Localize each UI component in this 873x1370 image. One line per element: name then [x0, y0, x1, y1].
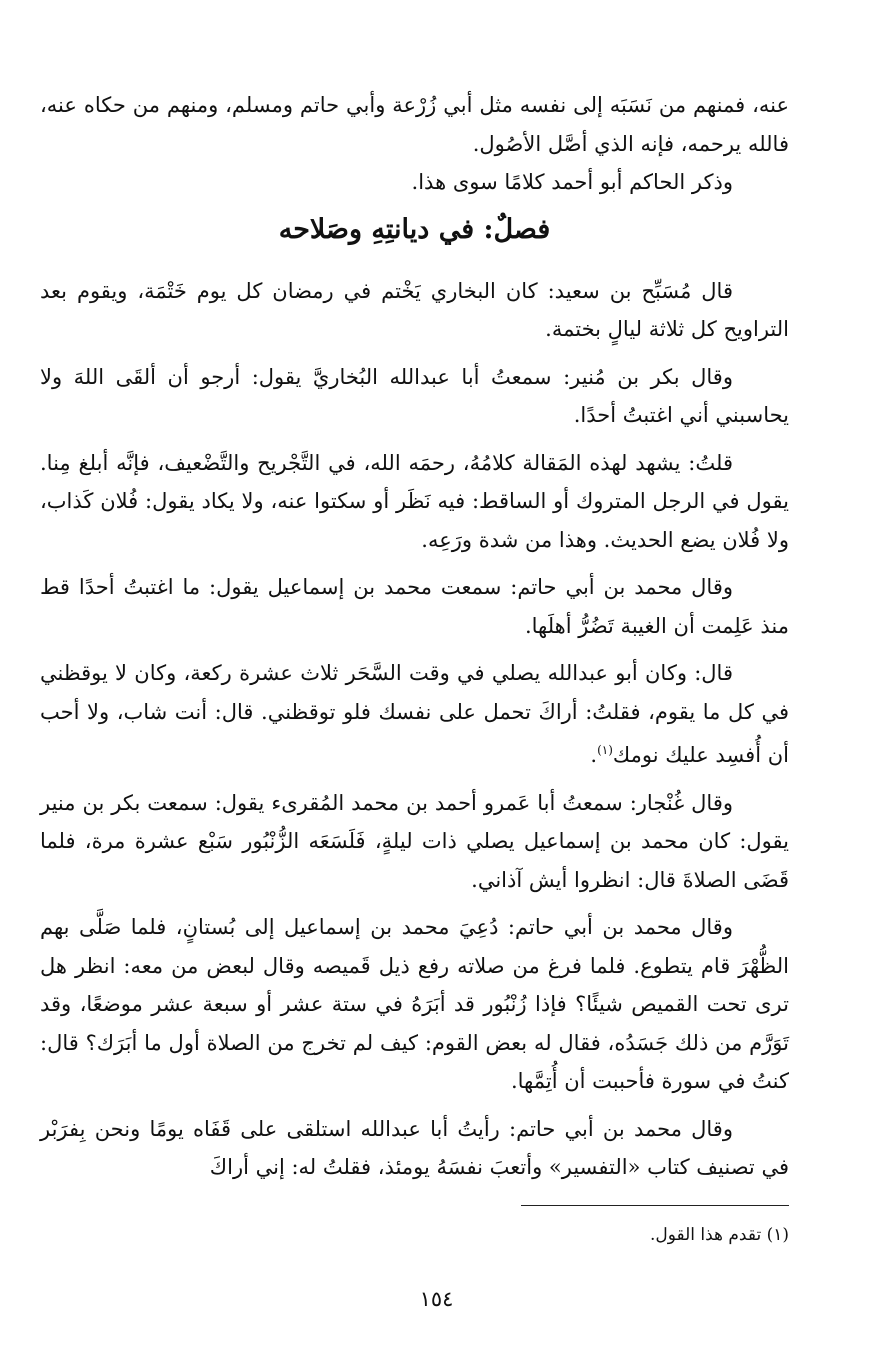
paragraph: وقال غُنْجار: سمعتُ أبا عَمرو أحمد بن محمد المُقرىء يقول: سمعت بكر بن منير يقول: كان محمد بن إسماعيل يصلي ذات ليلةٍ، فَلَسَعَه الزُّنْبُور سَبْع عشرة مرة، فلما قَضَى الصلاةَ قال: انظروا أيش آذاني.: [40, 790, 789, 892]
paragraph: وقال محمد بن أبي حاتم: سمعت محمد بن إسماعيل يقول: ما اغتبتُ أحدًا قط منذ عَلِمت أن الغيبة تَضُرُّ أهلَها.: [40, 575, 789, 638]
main-text: [40, 86, 789, 1187]
section-heading: فصلٌ: في ديانتِهِ وصَلاحه: [278, 213, 551, 245]
paragraph: وقال بكر بن مُنير: سمعتُ أبا عبدالله البُخاريَّ يقول: أرجو أن ألقَى اللهَ ولا يحاسبني أني اغتبتُ أحدًا.: [40, 364, 789, 427]
paragraph: قال مُسَبِّح بن سعيد: كان البخاري يَخْتم في رمضان كل يوم خَتْمَة، ويقوم بعد التراويح كل ثلاثة ليالٍ بختمة.: [40, 278, 789, 341]
paragraph-text: قال: وكان أبو عبدالله يصلي في وقت السَّحَر ثلاث عشرة ركعة، وكان لا يوقظني في كل ما يقوم، فقلتُ: أراكَ تحمل على نفسك فلو توقظني. قال: أنت شاب، ولا أحب أن أُفسِد عليك نومك: [40, 661, 789, 767]
footnote: (١) تقدم هذا القول.: [649, 1225, 789, 1245]
paragraph: قلتُ: يشهد لهذه المَقالة كلامُهُ، رحمَه الله، في التَّجْريح والتَّضْعيف، فإنَّه أبلغ مِنا. يقول في الرجل المتروك أو الساقط: فيه نَظَر أو سكتوا عنه، ولا يكاد يقول: فُلان كَذاب، ولا فُلان يضع الحديث. وهذا من شدة ورَعِه.: [40, 450, 789, 552]
footnote-divider: [521, 1205, 789, 1206]
footnote-reference[interactable]: (١): [597, 743, 613, 757]
paragraph: عنه، فمنهم من نَسَبَه إلى نفسه مثل أبي زُرْعة وأبي حاتم ومسلم، ومنهم من حكاه عنه، فالله يرحمه، فإنه الذي أصَّل الأصُول.: [40, 93, 789, 156]
paragraph: وقال محمد بن أبي حاتم: رأيتُ أبا عبدالله استلقى على قَفَاه يومًا ونحن بِفرَبْر في تصنيف كتاب «التفسير» وأتعبَ نفسَهُ يومئذ، فقلتُ له: إني أراكَ: [40, 1116, 789, 1179]
page-number: ١٥٤: [419, 1287, 454, 1311]
paragraph: وقال محمد بن أبي حاتم: دُعِيَ محمد بن إسماعيل إلى بُستانٍ، فلما صَلَّى بهم الظُّهْرَ قام يتطوع. فلما فرغ من صلاته رفع ذيل قَميصه وقال لبعض من معه: انظر هل ترى تحت القميص شيئًا؟ فإذا زُنْبُور قد أبَرَهُ في ستة عشر أو سبعة عشر موضعًا، وقد تَوَرَّم من ذلك جَسَدُه، فقال له بعض القوم: كيف لم تخرج من الصلاة أول ما أبَرَك؟ قال: كنتُ في سورة فأحببت أن أُتِمَّها.: [40, 915, 789, 1093]
paragraph: قال: وكان أبو عبدالله يصلي في وقت السَّحَر ثلاث عشرة ركعة، وكان لا يوقظني في كل ما يقوم، فقلتُ: أراكَ تحمل على نفسك فلو توقظني. قال: أنت شاب، ولا أحب أن أُفسِد عليك نومك$^{(١)}$.: [40, 661, 789, 767]
paragraph: وذكر الحاكم أبو أحمد كلامًا سوى هذا.: [411, 170, 733, 194]
